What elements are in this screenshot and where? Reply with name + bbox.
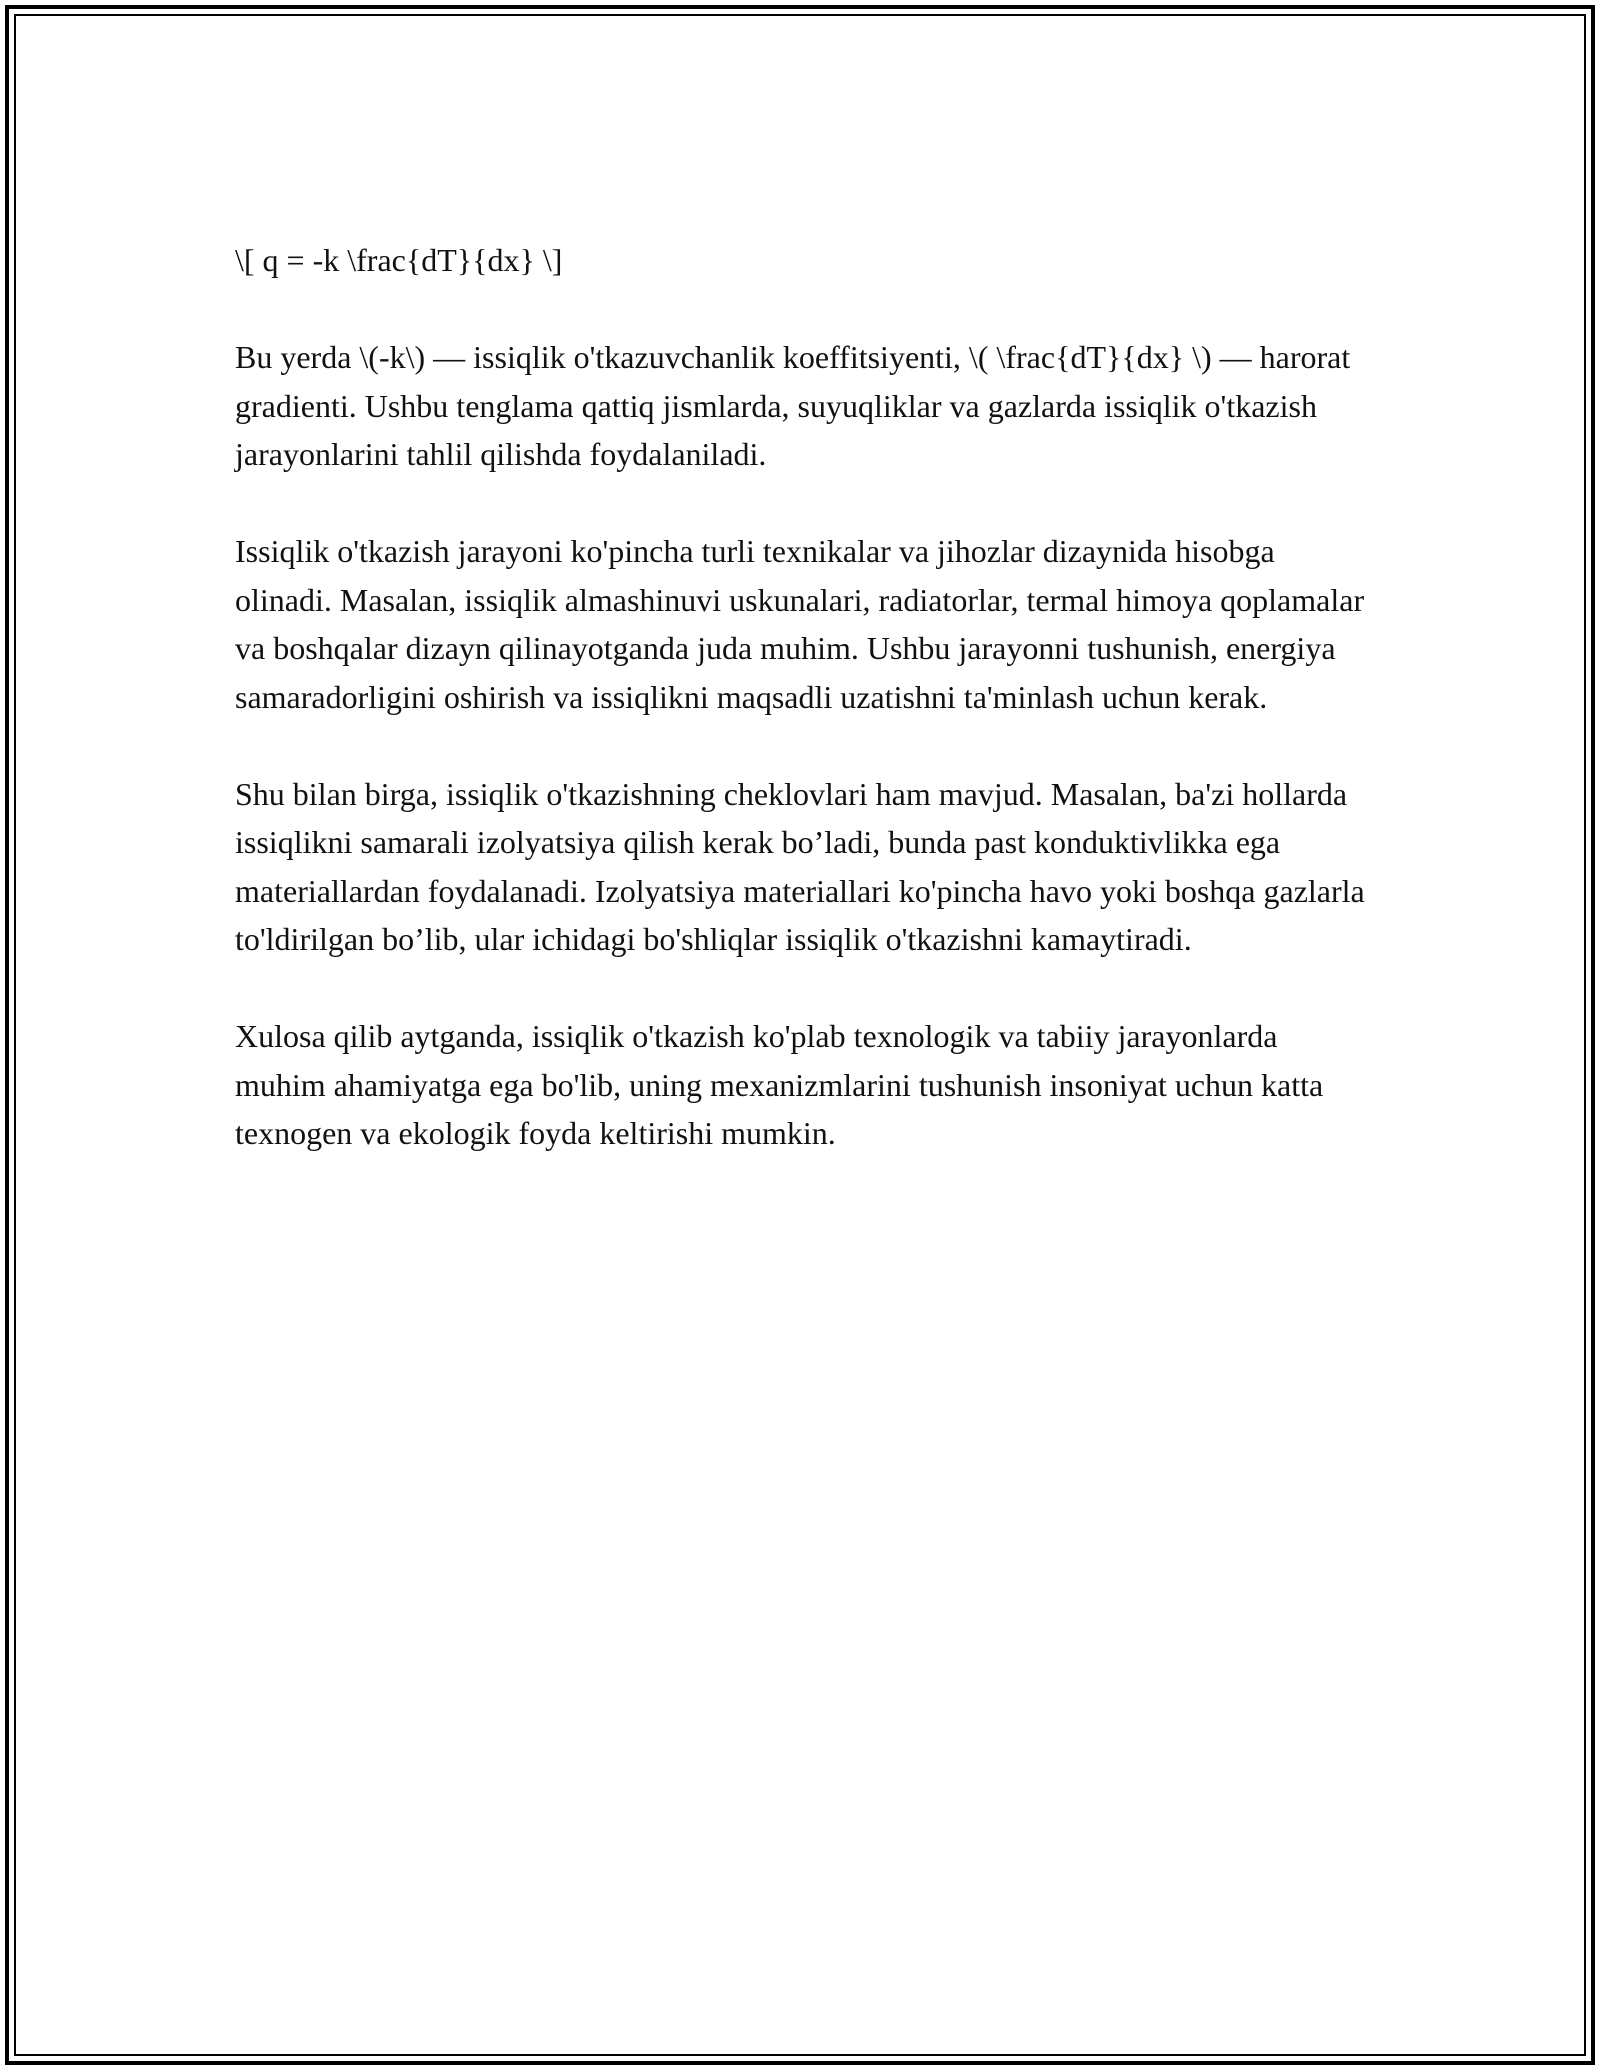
paragraph-definition: Bu yerda \(-k\) — issiqlik o'tkazuvchanlik koeffitsiyenti, \( \frac{dT}{dx} \) — harorat gradienti. Ushbu tenglama qattiq jismlarda, suyuqliklar va gazlarda issiqlik o'tkazish jarayonlarini tahlil qilishda foydalaniladi.	[235, 339, 1351, 472]
paragraph-conclusion: Xulosa qilib aytganda, issiqlik o'tkazish ko'plab texnologik va tabiiy jarayonlarda muhim ahamiyatga ega bo'lib, uning mexanizmlarini tushunish insoniyat uchun katta texnogen va ekologik foyda keltirishi mumkin.	[235, 1018, 1324, 1151]
paragraph-applications: Issiqlik o'tkazish jarayoni ko'pincha turli texnikalar va jihozlar dizaynida hisobga olinadi. Masalan, issiqlik almashinuvi uskunalari, radiatorlar, termal himoya qoplamalar va boshqalar dizayn qilinayotganda juda muhim. Ushbu jarayonni tushunish, energiya samaradorligini oshirish va issiqlikni maqsadli uzatishni ta'minlash uchun kerak.	[235, 533, 1365, 715]
paragraph-limitations: Shu bilan birga, issiqlik o'tkazishning cheklovlari ham mavjud. Masalan, ba'zi hollarda issiqlikni samarali izolyatsiya qilish kerak bo’ladi, bunda past konduktivlikka ega materiallardan foydalanadi. Izolyatsiya materiallari ko'pincha havo yoki boshqa gazlarla to'ldirilgan bo’lib, ular ichidagi bo'shliqlar issiqlik o'tkazishni kamaytiradi.	[235, 775, 1365, 957]
document-body	[235, 236, 1375, 1206]
formula-line: \[ q = -k \frac{dT}{dx} \]	[235, 242, 563, 278]
